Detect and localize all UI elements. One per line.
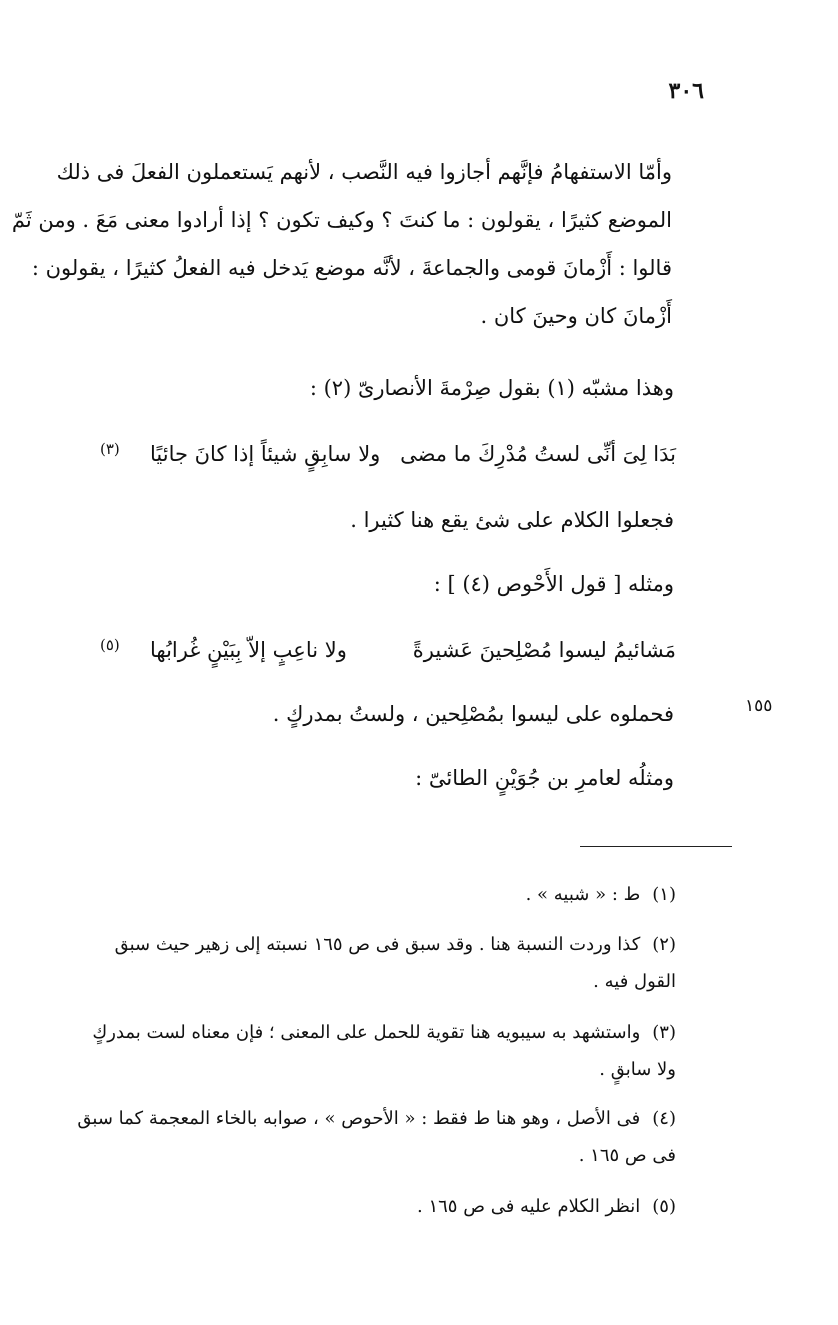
footnote-text: ولا سابقٍ .	[599, 1059, 676, 1080]
footnote-text: واستشهد به سيبويه هنا تقوية للحمل على المعنى ؛ فإن معناه لست بمدركٍ	[92, 1022, 641, 1043]
verse-hemistich: مَشائيمُ ليسوا مُصْلِحينَ عَشيرةً	[412, 638, 676, 662]
verse	[100, 628, 690, 672]
text-line: فحملوه على ليسوا بمُصْلِحين ، ولستُ بمدركٍ .	[272, 702, 674, 726]
margin-number: ١٥٥	[745, 696, 773, 716]
paragraph-line: وأمّا الاستفهامُ فإنَّهم أجازوا فيه النَّصب ، لأنهم يَستعملون الفعلَ فى ذلك	[56, 160, 672, 184]
footnote-text: فى الأصل ، وهو هنا ط فقط : « الأحوص » ، صوابه بالخاء المعجمة كما سبق	[77, 1108, 641, 1129]
verse-hemistich: ولا سابِقٍ شيئاً إذا كانَ جائيًا	[150, 442, 381, 466]
footnote-text: انظر الكلام عليه فى ص ١٦٥ .	[417, 1196, 641, 1217]
footnote	[66, 1100, 676, 1174]
footnote-number: (٢)	[652, 934, 676, 955]
footnote-number: (١)	[652, 884, 676, 905]
footnote-text: القول فيه .	[593, 971, 676, 992]
intro-line: ومثله [ قول الأَحْوص (٤) ] :	[433, 572, 674, 596]
footnote-text: ط : « شبيه » .	[525, 884, 641, 905]
footnote-reference: (٣)	[100, 440, 120, 458]
verse-hemistich: ولا ناعِبٍ إلاّ بِبَيْنٍ غُرابُها	[150, 638, 347, 662]
verse-hemistich: بَدَا لِىَ أنِّى لستُ مُدْرِكَ ما مضى	[400, 442, 676, 466]
footnote	[66, 1188, 676, 1225]
footnote-number: (٥)	[652, 1196, 676, 1217]
paragraph-line: الموضع كثيرًا ، يقولون : ما كنتَ ؟ وكيف تكون ؟ إذا أرادوا معنى مَعَ . ومن ثَمّ	[11, 208, 672, 232]
paragraph-line: قالوا : أَزْمانَ قومى والجماعةَ ، لأنَّه موضع يَدخل فيه الفعلُ كثيرًا ، يقولون :	[31, 256, 672, 280]
paragraph-line: أَزْمانَ كان وحينَ كان .	[480, 304, 672, 328]
footnote-text: فى ص ١٦٥ .	[578, 1145, 676, 1166]
footnote	[66, 876, 676, 913]
text-line: فجعلوا الكلام على شئ يقع هنا كثيرا .	[350, 508, 674, 532]
verse	[100, 432, 690, 476]
footnote-divider	[580, 846, 732, 847]
intro-line: وهذا مشبّه (١) بقول صِرْمةَ الأنصارىّ (٢) :	[309, 376, 674, 400]
footnote	[66, 926, 676, 1000]
footnote	[66, 1014, 676, 1088]
footnote-number: (٣)	[652, 1022, 676, 1043]
page-number: ٣٠٦	[668, 78, 704, 104]
intro-line: ومثلُه لعامرِ بن جُوَيْنٍ الطائىّ :	[415, 766, 674, 790]
paragraph-main	[11, 150, 672, 340]
footnote-text: كذا وردت النسبة هنا . وقد سبق فى ص ١٦٥ نسبته إلى زهير حيث سبق	[114, 934, 641, 955]
footnote-number: (٤)	[652, 1108, 676, 1129]
footnote-reference: (٥)	[100, 636, 120, 654]
